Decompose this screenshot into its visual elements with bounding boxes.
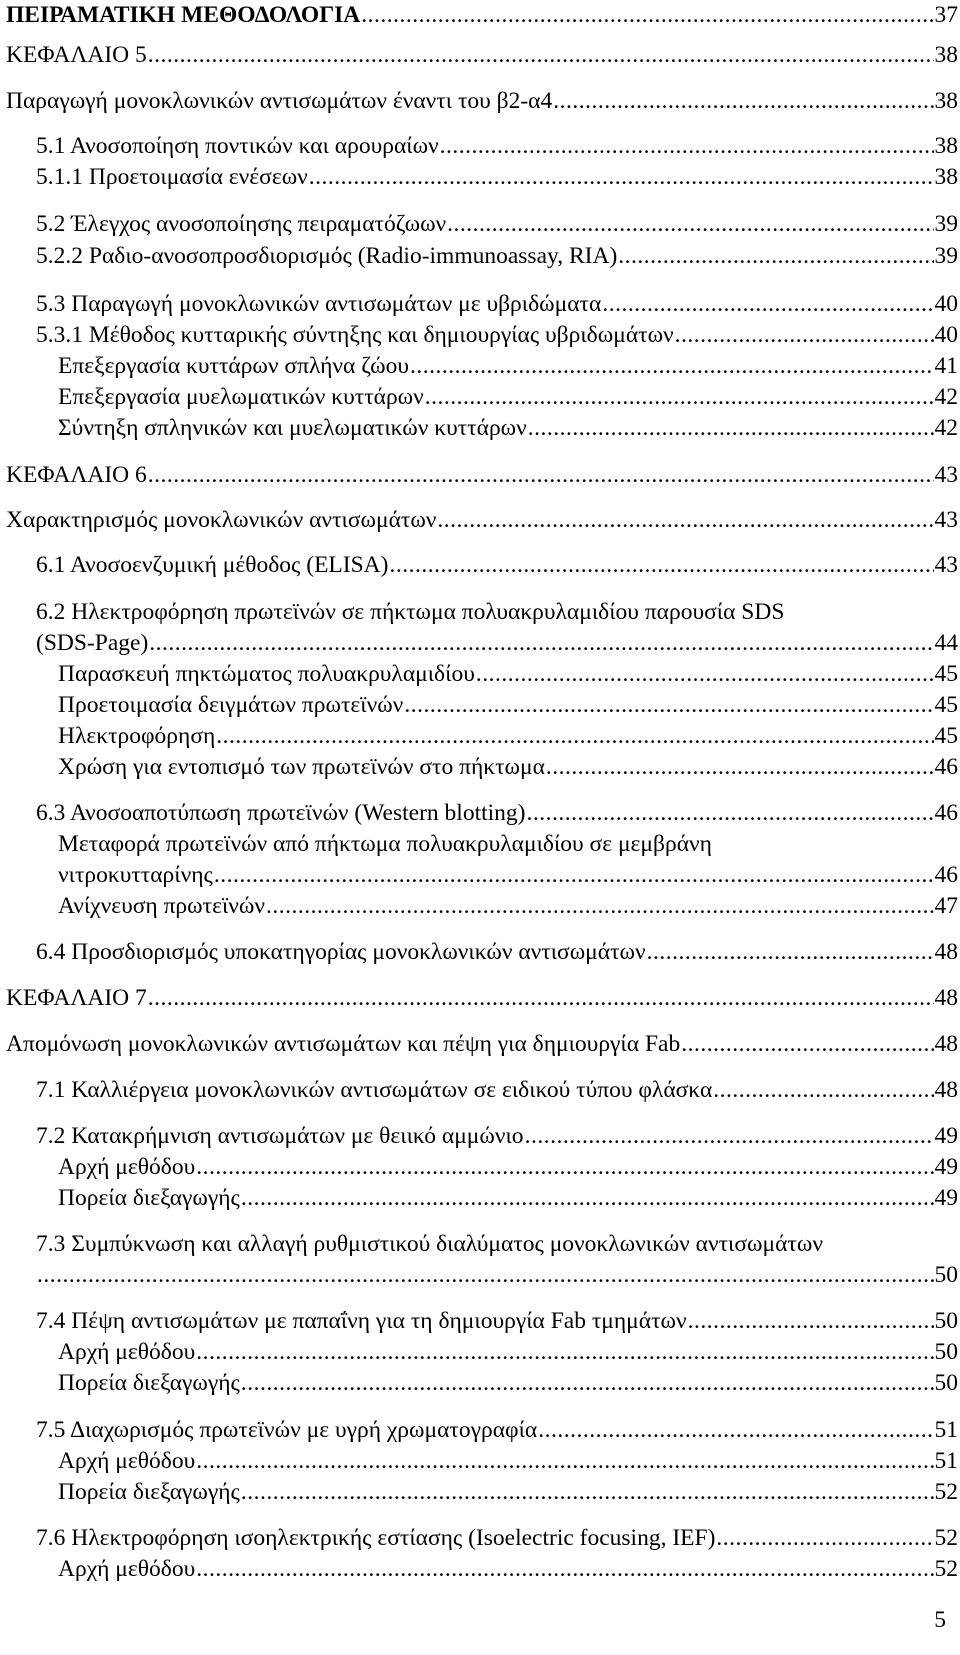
dot-leader [37,1260,934,1291]
toc-entry-page: 48 [934,1031,958,1057]
toc-entry-page: 49 [934,1154,958,1180]
dot-leader [713,1075,933,1106]
toc-entry[interactable] [58,1337,960,1368]
dot-leader [196,1446,933,1477]
toc-entry-page: 38 [934,133,958,159]
toc-entry-title: ΚΕΦΑΛΑΙΟ 6 [6,462,147,488]
toc-entry-page: 48 [934,985,958,1011]
dot-leader [410,351,934,382]
toc-entry[interactable] [36,628,960,659]
toc-entry-title: Χαρακτηρισμός μονοκλωνικών αντισωμάτων [6,507,437,533]
toc-entry-page: 45 [934,723,958,749]
dot-leader [389,550,933,581]
toc-entry[interactable] [6,86,960,117]
toc-entry-page: 42 [934,415,958,441]
toc-entry-page: 46 [934,862,958,888]
toc-entry-page: 50 [934,1308,958,1334]
toc-entry-page: 47 [934,893,958,919]
toc-entry-page: 50 [934,1339,958,1365]
dot-leader [553,86,933,117]
toc-entry[interactable] [6,505,960,536]
toc-entry-title: 5.1 Ανοσοποίηση ποντικών και αρουραίων [36,133,439,159]
toc-entry-title: 6.4 Προσδιορισμός υποκατηγορίας μονοκλωνικών αντισωμάτων [36,939,646,965]
toc-entry-title: 5.3.1 Μέθοδος κυτταρικής σύντηξης και δημιουργίας υβριδωμάτων [36,322,674,348]
dot-leader [361,0,933,31]
toc-entry[interactable] [36,1121,960,1152]
dot-leader [148,983,934,1014]
toc-entry[interactable] [58,891,960,922]
dot-leader [528,413,934,444]
toc-entry-title-line1: 7.3 Συμπύκνωση και αλλαγή ρυθμιστικού διαλύματος μονοκλωνικών αντισωμάτων [36,1231,823,1257]
dot-leader [447,209,933,240]
toc-entry-page: 50 [934,1370,958,1396]
toc-entry-title: Χρώση για εντοπισμό των πρωτεϊνών στο πήκτωμα [58,754,545,780]
toc-entry-title: Επεξεργασία κυττάρων σπλήνα ζώου [58,353,409,379]
toc-entry-page: 52 [934,1525,958,1551]
toc-entry-title: 5.1.1 Προετοιμασία ενέσεων [36,164,308,190]
toc-entry-page: 51 [934,1417,958,1443]
toc-entry[interactable] [36,162,960,193]
dot-leader [241,1477,934,1508]
dot-leader [647,937,934,968]
toc-entry-page: 50 [934,1262,958,1288]
toc-entry-page: 38 [934,88,958,114]
dot-leader [525,1121,934,1152]
toc-entry[interactable] [58,1477,960,1508]
toc-entry-page: 43 [934,462,958,488]
toc-entry[interactable] [36,289,960,320]
dot-leader [216,721,933,752]
toc-entry-page: 48 [934,1077,958,1103]
toc-entry[interactable] [36,937,960,968]
toc-entry[interactable] [58,351,960,382]
dot-leader [148,460,934,491]
toc-entry-title: (SDS-Page) [36,630,149,656]
toc-entry-title: 5.2.2 Ραδιο-ανοσοπροσδιορισμός (Radio-immunoassay, RIA) [36,243,618,269]
toc-entry[interactable] [36,1075,960,1106]
toc-entry[interactable] [36,209,960,240]
toc-entry-title: Αρχή μεθόδου [58,1339,196,1365]
toc-entry-title: ΚΕΦΑΛΑΙΟ 7 [6,985,147,1011]
toc-entry-title: Προετοιμασία δειγμάτων πρωτεϊνών [58,692,404,718]
toc-entry-page: 39 [934,211,958,237]
toc-entry-page: 45 [934,692,958,718]
toc-entry-page: 39 [934,243,958,269]
toc-entry-page: 52 [934,1556,958,1582]
toc-entry-title: Πορεία διεξαγωγής [58,1370,240,1396]
toc-entry-page: 46 [934,754,958,780]
toc-entry-title: Ηλεκτροφόρηση [58,723,216,749]
toc-entry[interactable] [6,460,960,491]
toc-entry[interactable] [6,983,960,1014]
toc-entry-title: ΚΕΦΑΛΑΙΟ 5 [6,42,147,68]
dot-leader [526,798,933,829]
toc-entry[interactable] [58,382,960,413]
toc-entry[interactable] [36,241,960,272]
toc-entry-title: 7.2 Κατακρήμνιση αντισωμάτων με θειικό αμμώνιο [36,1123,524,1149]
dot-leader [196,1337,933,1368]
toc-entry-page: 38 [934,164,958,190]
dot-leader [716,1523,933,1554]
dot-leader [196,1554,933,1585]
toc-entry-title: Απομόνωση μονοκλωνικών αντισωμάτων και πέψη για δημιουργία Fab [6,1031,681,1057]
toc-entry[interactable] [36,1415,960,1446]
toc-entry-title: 5.2 Έλεγχος ανοσοποίησης πειραματόζωων [36,211,447,237]
dot-leader [681,1029,933,1060]
toc-entry-title-line1: 6.2 Ηλεκτροφόρηση πρωτεϊνών σε πήκτωμα πολυακρυλαμιδίου παρουσία SDS [36,599,785,625]
toc-entry-page: 51 [934,1448,958,1474]
toc-entry[interactable] [58,1368,960,1399]
toc-entry[interactable] [36,131,960,162]
toc-entry-page: 38 [934,42,958,68]
toc-entry-title: Σύντηξη σπληνικών και μυελωματικών κυττάρων [58,415,527,441]
toc-entry[interactable] [58,413,960,444]
dot-leader [618,241,933,272]
toc-entry[interactable] [6,0,960,31]
toc-entry-page: 44 [934,630,958,656]
toc-entry-title-line1: Μεταφορά πρωτεϊνών από πήκτωμα πολυακρυλαμιδίου σε μεμβράνη [58,831,712,857]
dot-leader [476,659,934,690]
toc-entry[interactable] [36,550,960,581]
toc-entry-title: Παραγωγή μονοκλωνικών αντισωμάτων έναντι του β2-α4 [6,88,553,114]
toc-entry-title: Πορεία διεξαγωγής [58,1185,240,1211]
toc-entry[interactable] [58,1554,960,1585]
dot-leader [425,382,934,413]
toc-entry[interactable] [36,1523,960,1554]
toc-entry-title: Ανίχνευση πρωτεϊνών [58,893,265,919]
toc-entry[interactable] [6,1029,960,1060]
toc-entry-page: 37 [934,2,958,28]
page-number: 5 [934,1607,946,1633]
toc-entry[interactable] [58,752,960,783]
toc-entry-page: 42 [934,384,958,410]
toc-entry-page: 43 [934,507,958,533]
toc-entry-page: 52 [934,1479,958,1505]
toc-entry[interactable] [58,860,960,891]
toc-entry-title: Επεξεργασία μυελωματικών κυττάρων [58,384,424,410]
dot-leader [241,1183,934,1214]
toc-entry-page: 49 [934,1123,958,1149]
toc-entry-title: 6.3 Ανοσοαποτύπωση πρωτεϊνών (Western blotting) [36,800,526,826]
toc-entry-title: 7.4 Πέψη αντισωμάτων με παπαΐνη για τη δημιουργία Fab τμημάτων [36,1308,687,1334]
toc-entry-page: 45 [934,661,958,687]
toc-entry-page: 41 [934,353,958,379]
toc-entry-title: νιτροκυτταρίνης [58,862,213,888]
toc-entry-title: 5.3 Παραγωγή μονοκλωνικών αντισωμάτων με υβριδώματα [36,291,602,317]
toc-entry-title: Πορεία διεξαγωγής [58,1479,240,1505]
toc-entry-page: 48 [934,939,958,965]
toc-entry-title: Αρχή μεθόδου [58,1448,196,1474]
dot-leader [602,289,933,320]
dot-leader [538,1415,933,1446]
toc-entry-page: 43 [934,552,958,578]
toc-entry-title: Αρχή μεθόδου [58,1154,196,1180]
toc-entry-page: 40 [934,291,958,317]
dot-leader [675,320,934,351]
toc-entry[interactable] [58,659,960,690]
dot-leader [309,162,934,193]
toc-entry-title: ΠΕΙΡΑΜΑΤΙΚΗ ΜΕΘΟΔΟΛΟΓΙΑ [6,2,361,28]
toc-entry[interactable] [36,1306,960,1337]
toc-entry-page: 40 [934,322,958,348]
dot-leader [148,40,934,71]
toc-entry[interactable] [6,40,960,71]
dot-leader [688,1306,934,1337]
toc-entry[interactable] [58,1446,960,1477]
toc-entry-page: 46 [934,800,958,826]
toc-entry-title: 7.5 Διαχωρισμός πρωτεϊνών με υγρή χρωματογραφία [36,1417,538,1443]
dot-leader [546,752,934,783]
dot-leader [404,690,933,721]
toc-entry[interactable] [36,320,960,351]
toc-entry-title: Αρχή μεθόδου [58,1556,196,1582]
dot-leader [440,131,934,162]
toc-entry[interactable] [58,1183,960,1214]
toc-entry-page: 49 [934,1185,958,1211]
toc-entry-title: 7.1 Καλλιέργεια μονοκλωνικών αντισωμάτων σε ειδικού τύπου φλάσκα [36,1077,713,1103]
dot-leader [149,628,933,659]
dot-leader [214,860,934,891]
dot-leader [241,1368,934,1399]
toc-entry[interactable] [36,798,960,829]
toc-entry-title: 7.6 Ηλεκτροφόρηση ισοηλεκτρικής εστίασης (Isoelectric focusing, IEF) [36,1525,716,1551]
toc-entry[interactable] [58,721,960,752]
toc-entry-title: 6.1 Ανοσοενζυμική μέθοδος (ELISA) [36,552,389,578]
dot-leader [437,505,933,536]
toc-entry[interactable] [58,690,960,721]
toc-entry[interactable] [58,1152,960,1183]
dot-leader [196,1152,933,1183]
dot-leader [266,891,934,922]
toc-entry[interactable] [36,1260,960,1291]
toc-entry-title: Παρασκευή πηκτώματος πολυακρυλαμιδίου [58,661,475,687]
